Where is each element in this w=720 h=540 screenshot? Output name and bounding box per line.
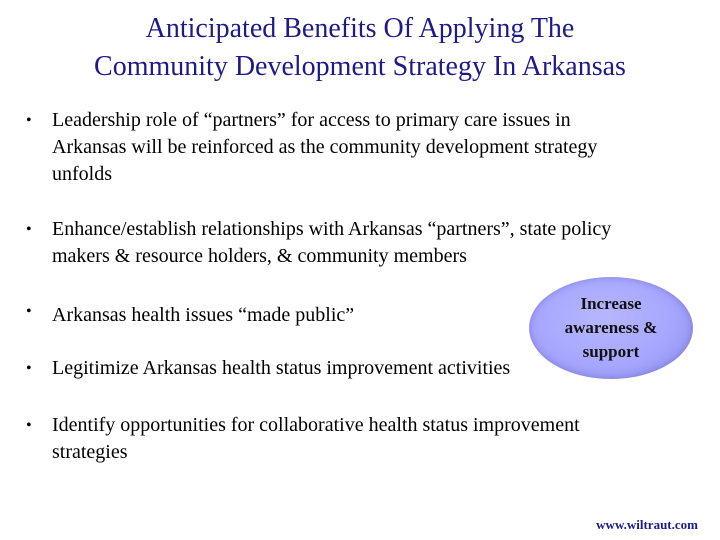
bullet-text: Arkansas health issues “made public” xyxy=(52,304,355,326)
callout-line-3: support xyxy=(582,342,640,361)
slide-title xyxy=(20,10,700,86)
awareness-callout-oval xyxy=(529,277,693,379)
bullet-text: Legitimize Arkansas health status improvement activities xyxy=(52,357,511,379)
title-line-1: Anticipated Benefits Of Applying The xyxy=(145,13,575,44)
bullet-item xyxy=(26,216,636,270)
bullet-dot-icon: • xyxy=(26,112,32,129)
bullet-text: Identify opportunities for collaborative health status improvement strategies xyxy=(52,414,580,463)
callout-line-1: Increase xyxy=(580,294,642,313)
title-line-2: Community Development Strategy In Arkansas xyxy=(94,51,626,82)
bullet-item xyxy=(26,412,636,466)
bullet-text: Enhance/establish relationships with Arkansas “partners”, state policy makers & resource holders, & community members xyxy=(52,218,612,267)
callout-line-2: awareness & xyxy=(564,318,658,337)
bullet-item xyxy=(26,107,636,188)
callout-text xyxy=(546,292,676,364)
bullet-dot-icon: • xyxy=(26,303,32,320)
bullet-dot-icon: • xyxy=(26,221,32,238)
bullet-dot-icon: • xyxy=(26,417,32,434)
bullet-text: Leadership role of “partners” for access to primary care issues in Arkansas will be reinforced as the community development strategy unfolds xyxy=(52,109,598,185)
website-link[interactable]: www.wiltraut.com xyxy=(596,517,698,532)
bullet-item xyxy=(26,355,636,382)
bullet-dot-icon: • xyxy=(26,360,32,377)
